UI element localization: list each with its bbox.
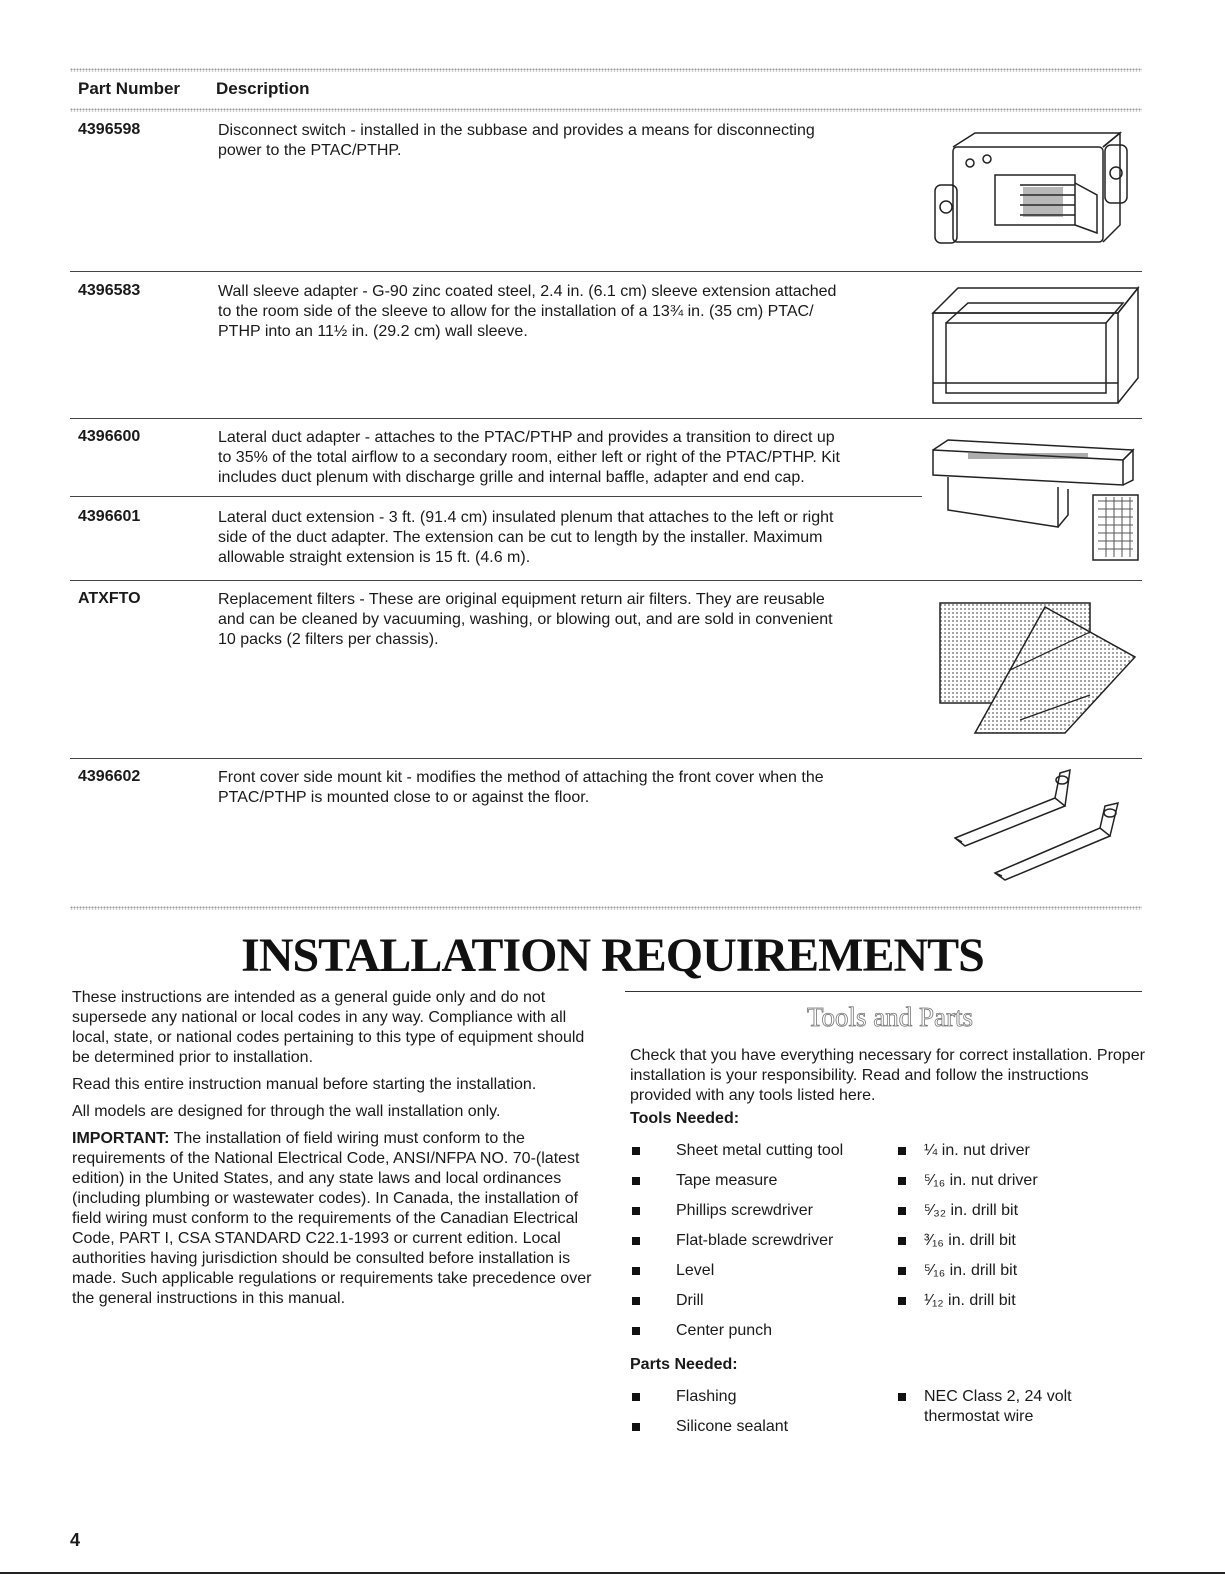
bullet-icon <box>632 1237 640 1245</box>
bullet-icon <box>632 1147 640 1155</box>
col-header-part-number: Part Number <box>78 79 181 98</box>
part-number: ATXFTO <box>78 590 141 607</box>
left-column <box>72 988 592 1316</box>
part-description <box>218 121 815 161</box>
tools-and-parts-heading: Tools and Parts <box>806 1002 974 1032</box>
side-mount-kit-illustration <box>950 768 1130 883</box>
header-dotted-rule <box>70 108 1142 112</box>
intro-paragraph: These instructions are intended as a general guide only and do not supersede any national or local codes in any way. Compliance with all local, state, or national codes pertaining to this type of equipment should be determined prior to installation. <box>72 989 585 1066</box>
important-paragraph <box>72 1129 592 1309</box>
bullet-icon <box>632 1177 640 1185</box>
bullet-icon <box>632 1423 640 1431</box>
bullet-icon <box>632 1327 640 1335</box>
description-line: 10 packs (2 filters per chassis). <box>218 631 439 648</box>
part-description <box>218 508 833 568</box>
bullet-icon <box>898 1237 906 1245</box>
part-number: 4396601 <box>78 508 141 525</box>
part-description <box>218 590 833 650</box>
bullet-icon <box>632 1267 640 1275</box>
bottom-rule <box>0 1572 1225 1574</box>
col-header-description: Description <box>216 79 310 98</box>
tools-needed-label: Tools Needed: <box>630 1110 740 1127</box>
row-divider <box>70 271 1142 272</box>
row-divider <box>70 418 1142 419</box>
description-line: Front cover side mount kit - modifies the method of attaching the front cover when the <box>218 769 824 786</box>
bullet-icon <box>632 1393 640 1401</box>
read-manual-paragraph: Read this entire instruction manual before starting the installation. <box>72 1076 537 1093</box>
description-line: includes duct plenum with discharge grille and internal baffle, adapter and end cap. <box>218 469 805 486</box>
bullet-icon <box>898 1297 906 1305</box>
description-line: Disconnect switch - installed in the subbase and provides a means for disconnecting <box>218 122 815 139</box>
description-line: PTHP into an 11½ in. (29.2 cm) wall sleeve. <box>218 323 528 340</box>
part-number: 4396600 <box>78 428 141 445</box>
bullet-icon <box>898 1177 906 1185</box>
bullet-icon <box>898 1207 906 1215</box>
bullet-icon <box>632 1207 640 1215</box>
section-title: INSTALLATION REQUIREMENTS <box>241 929 984 982</box>
important-label: IMPORTANT: <box>72 1130 170 1147</box>
row-divider <box>70 758 1142 759</box>
parts-needed-label: Parts Needed: <box>630 1356 738 1373</box>
through-wall-paragraph: All models are designed for through the wall installation only. <box>72 1103 501 1120</box>
bullet-icon <box>898 1267 906 1275</box>
table-bottom-dotted-rule <box>70 906 1142 910</box>
lateral-duct-illustration <box>928 435 1143 570</box>
part-number: 4396598 <box>78 121 141 138</box>
description-line: side of the duct adapter. The extension can be cut to length by the installer. Maximum <box>218 529 823 546</box>
part-description <box>218 768 824 808</box>
wall-sleeve-adapter-illustration <box>928 283 1143 408</box>
bullet-icon <box>632 1297 640 1305</box>
page-number: 4 <box>70 1530 81 1550</box>
disconnect-switch-illustration <box>925 125 1145 260</box>
description-line: Wall sleeve adapter - G-90 zinc coated steel, 2.4 in. (6.1 cm) sleeve extension attached <box>218 283 837 300</box>
description-line: PTAC/PTHP is mounted close to or against the floor. <box>218 789 590 806</box>
description-line: and can be cleaned by vacuuming, washing, or blowing out, and are sold in convenient <box>218 611 833 628</box>
description-line: to the room side of the sleeve to allow for the installation of a 13¾ in. (35 cm) PTAC/ <box>218 303 814 320</box>
bullet-icon <box>898 1393 906 1401</box>
description-line: to 35% of the total airflow to a secondary room, either left or right of the PTAC/PTHP. Kit <box>218 449 840 466</box>
part-number: 4396602 <box>78 768 141 785</box>
tools-section-rule <box>625 991 1142 992</box>
description-line: power to the PTAC/PTHP. <box>218 142 402 159</box>
description-line: Replacement filters - These are original equipment return air filters. They are reusable <box>218 591 825 608</box>
important-text: The installation of field wiring must conform to the requirements of the National Electrical Code, ANSI/NFPA NO. 70-(latest edition) in the United States, and any state laws and local ordinances (including plumbing or wastewater codes). In Canada, the installation of field wiring must conform to the requirements of the Canadian Electrical Code, PART I, CSA STANDARD C22.1-1993 or current edition. Local authorities having jurisdiction should be consulted before installation is made. Such applicable regulations or requirements take precedence over the general instructions in this manual. <box>72 1130 592 1307</box>
row-divider <box>70 580 1142 581</box>
bullet-icon <box>898 1147 906 1155</box>
description-line: Lateral duct adapter - attaches to the PTAC/PTHP and provides a transition to direct up <box>218 429 835 446</box>
part-number: 4396583 <box>78 282 141 299</box>
tools-intro-paragraph: Check that you have everything necessary for correct installation. Proper installation is your responsibility. Read and follow the instructions provided with any tools listed here. <box>630 1047 1145 1104</box>
description-line: Lateral duct extension - 3 ft. (91.4 cm) insulated plenum that attaches to the left or right <box>218 509 834 526</box>
part-description <box>218 282 836 342</box>
part-description <box>218 428 840 488</box>
filters-illustration <box>935 595 1140 735</box>
row-divider-short <box>70 496 922 497</box>
top-dotted-rule <box>70 68 1142 72</box>
description-line: allowable straight extension is 15 ft. (4.6 m). <box>218 549 531 566</box>
